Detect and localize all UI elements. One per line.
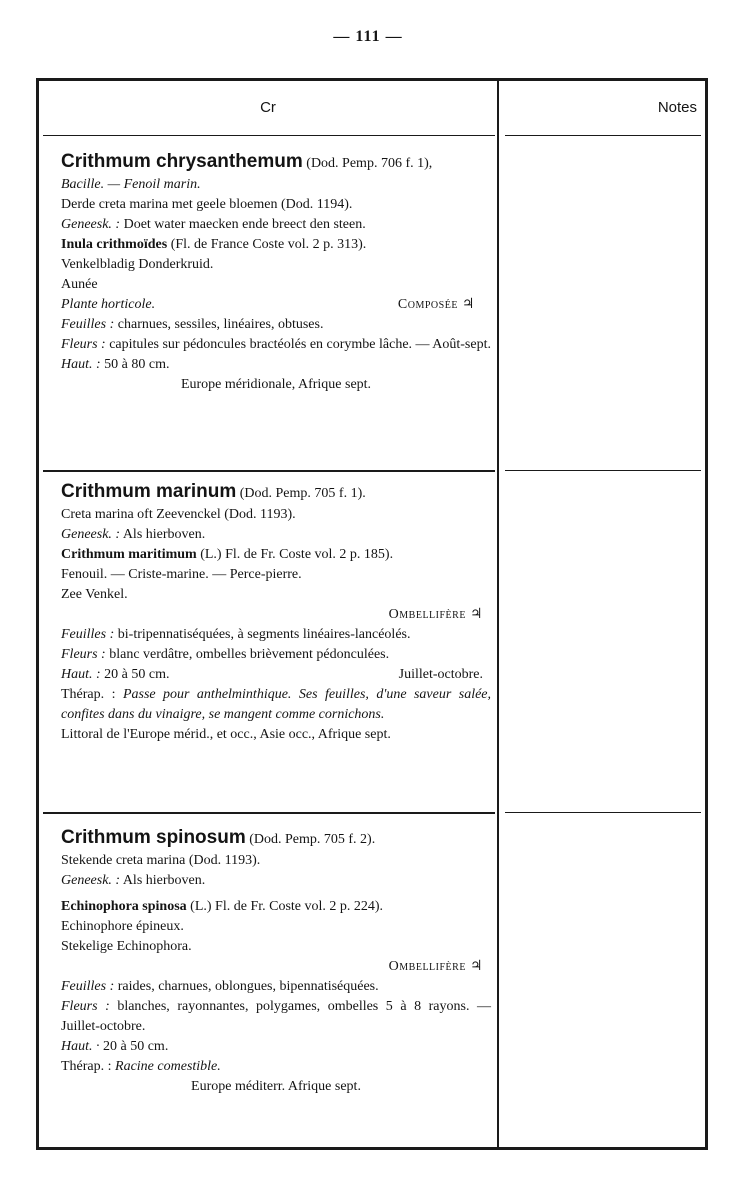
- entry-divider-1: [43, 470, 495, 472]
- label-haut: Haut. :: [61, 667, 101, 682]
- dutch-name: Stekelige Echinophora.: [61, 939, 192, 954]
- column-header-notes: Notes: [657, 99, 697, 116]
- french-name: Echinophore épineux.: [61, 919, 184, 934]
- label-geneesk: Geneesk. :: [61, 873, 121, 888]
- label-therap: Thérap. :: [61, 687, 116, 702]
- entry-synonym: Stekende creta marina (Dod. 1193).: [61, 853, 261, 868]
- herbarium-table: [36, 78, 708, 1150]
- label-geneesk: Geneesk. :: [61, 527, 121, 542]
- text-haut: 20 à 50 cm.: [103, 1039, 169, 1054]
- header-rule-left: [43, 135, 495, 136]
- french-names: Fenouil. — Criste-marine. — Perce-pierre.: [61, 567, 302, 582]
- text-fleurs: capitules sur pédoncules bractéolés en corymbe lâche. — Août-sept.: [109, 337, 491, 352]
- notes-divider-2: [505, 812, 701, 813]
- distribution: Europe méditerr. Afrique sept.: [191, 1079, 361, 1094]
- label-geneesk: Geneesk. :: [61, 217, 121, 232]
- label-feuilles: Feuilles :: [61, 317, 115, 332]
- text-haut: 50 à 80 cm.: [104, 357, 170, 372]
- entry-title: Crithmum chrysanthemum: [61, 151, 303, 172]
- label-therap: Thérap. :: [61, 1059, 112, 1074]
- modern-name: Crithmum maritimum: [61, 547, 197, 562]
- label-fleurs: Fleurs :: [61, 337, 106, 352]
- entry-reference: (Dod. Pemp. 706 f. 1),: [306, 156, 433, 171]
- entry-divider-2: [43, 812, 495, 814]
- label-feuilles: Feuilles :: [61, 627, 115, 642]
- text-therap: Passe pour anthelminthique. Ses feuilles, d'une saveur salée, confites dans du vinaigre, se mangent comme cornichons.: [61, 687, 492, 722]
- label-fleurs: Fleurs :: [61, 999, 110, 1014]
- label-fleurs: Fleurs :: [61, 647, 106, 662]
- text-fleurs: blanches, rayonnantes, polygames, ombelles 5 à 8 rayons. — Juillet-octobre.: [61, 999, 492, 1034]
- plant-type: Plante horticole.: [61, 297, 156, 312]
- entry-crithmum-marinum: [61, 479, 491, 745]
- text-feuilles: charnues, sessiles, linéaires, obtuses.: [117, 317, 324, 332]
- modern-reference: (Fl. de France Coste vol. 2 p. 313).: [170, 237, 367, 252]
- dutch-name: Zee Venkel.: [61, 587, 128, 602]
- modern-name: Echinophora spinosa: [61, 899, 187, 914]
- modern-reference: (L.) Fl. de Fr. Coste vol. 2 p. 224).: [190, 899, 384, 914]
- label-feuilles: Feuilles :: [61, 979, 115, 994]
- entry-crithmum-chrysanthemum: [61, 149, 491, 395]
- notes-divider-1: [505, 470, 701, 471]
- text-feuilles: raides, charnues, oblongues, bipennatiséquées.: [117, 979, 379, 994]
- entry-reference: (Dod. Pemp. 705 f. 2).: [249, 832, 376, 847]
- family-label: Ombellifère ♃: [388, 607, 483, 622]
- text-haut: 20 à 50 cm.: [104, 667, 170, 682]
- text-feuilles: bi-tripennatiséquées, à segments linéaires-lancéolés.: [117, 627, 411, 642]
- modern-name: Inula crithmoïdes: [61, 237, 168, 252]
- modern-reference: (L.) Fl. de Fr. Coste vol. 2 p. 185).: [200, 547, 394, 562]
- entry-synonym: Creta marina oft Zeevenckel (Dod. 1193).: [61, 507, 296, 522]
- family-label: Composée ♃: [397, 297, 475, 312]
- column-header-cr: Cr: [260, 99, 276, 116]
- label-haut: Haut. ·: [61, 1039, 100, 1054]
- dutch-name: Venkelbladig Donderkruid.: [61, 257, 214, 272]
- label-haut: Haut. :: [61, 357, 101, 372]
- entry-title: Crithmum marinum: [61, 481, 237, 502]
- text-geneesk: Als hierboven.: [122, 527, 206, 542]
- text-fleurs: blanc verdâtre, ombelles brièvement pédonculées.: [109, 647, 390, 662]
- entry-reference: (Dod. Pemp. 705 f. 1).: [239, 486, 366, 501]
- text-geneesk: Als hierboven.: [122, 873, 206, 888]
- entry-title: Crithmum spinosum: [61, 827, 246, 848]
- entry-synonym: Derde creta marina met geele bloemen (Dod. 1194).: [61, 197, 353, 212]
- column-divider: [497, 81, 499, 1147]
- distribution: Littoral de l'Europe mérid., et occ., Asie occ., Afrique sept.: [61, 727, 391, 742]
- entry-crithmum-spinosum: [61, 825, 491, 1097]
- family-label: Ombellifère ♃: [388, 959, 483, 974]
- french-name: Aunée: [61, 277, 98, 292]
- flowering-period: Juillet-octobre.: [398, 667, 483, 682]
- entry-vernacular: Bacille. — Fenoil marin.: [61, 177, 201, 192]
- text-geneesk: Doet water maecken ende breect den steen.: [123, 217, 366, 232]
- distribution: Europe méridionale, Afrique sept.: [180, 377, 372, 392]
- page-number: — 111 —: [333, 28, 403, 45]
- text-therap: Racine comestible.: [115, 1059, 221, 1074]
- header-rule-right: [505, 135, 701, 136]
